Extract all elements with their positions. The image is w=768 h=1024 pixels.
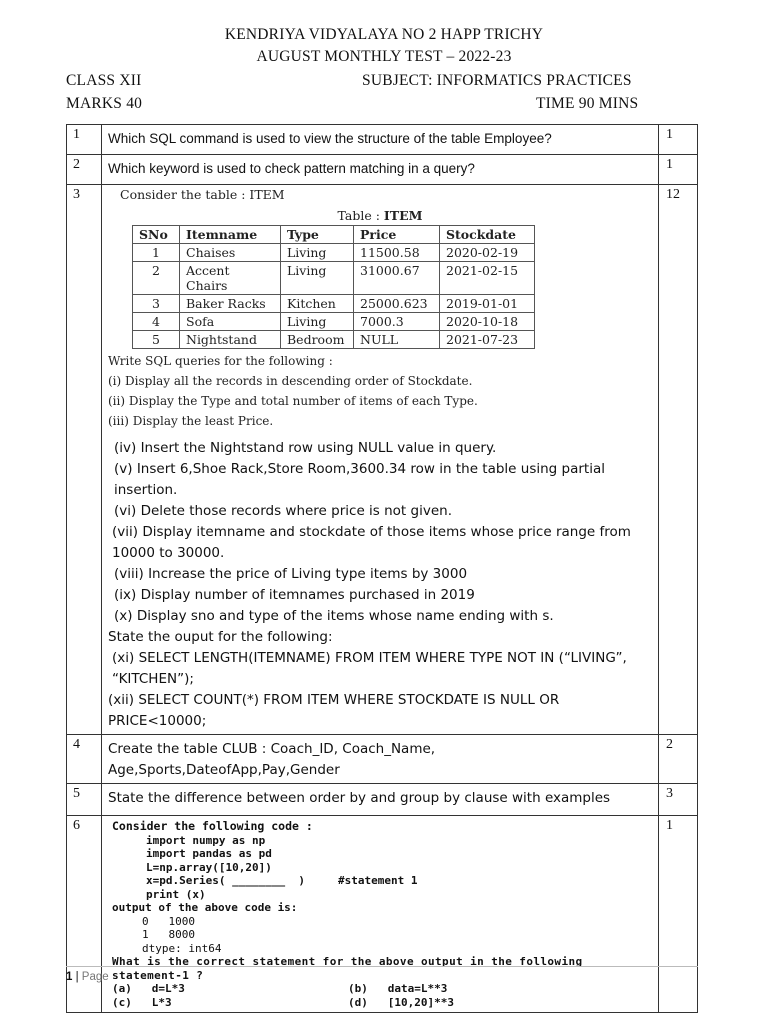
marks-label: MARKS 40 [66,95,143,112]
question-row [67,155,698,185]
item-table-cell: 31000.67 [354,262,440,295]
item-table [132,225,535,349]
item-table-header [133,226,535,244]
question-row [67,735,698,784]
item-table-cell: Living [281,262,354,295]
item-col-header: Type [281,226,354,244]
question-text: Which SQL command is used to view the structure of the table Employee? [102,125,659,155]
item-col-header: Stockdate [440,226,535,244]
item-table-cell: 2 [133,262,180,295]
option-c: (c) L*3 [112,996,172,1009]
question-marks: 1 [659,816,698,1013]
question-marks: 1 [659,125,698,155]
item-col-header: Itemname [180,226,281,244]
question-number: 4 [67,735,102,784]
item-table-cell: Sofa [180,313,281,331]
mcq-question: What is the correct statement for the above output in the following statement-1 ? [112,955,583,982]
item-table-cell: Accent Chairs [180,262,281,295]
subquestion-list [108,438,652,732]
question-marks: 12 [659,185,698,735]
page-word: Page [81,971,109,983]
time-label: TIME 90 MINS [536,95,639,112]
item-table-cell: Living [281,313,354,331]
question-text [102,185,659,735]
subquestion: (ii) Display the Type and total number of items of each Type. [108,394,478,408]
item-table-row [133,331,535,349]
option-d: (d) [10,20]**3 [348,996,454,1009]
option-b: (b) data=L**3 [348,982,448,995]
code-block [112,834,652,902]
class-label: CLASS XII [66,72,142,89]
question-number: 2 [67,155,102,185]
output-line: 1 8000 [142,928,195,941]
question-text: State the difference between order by and group by clause with examples [102,784,659,816]
item-table-cell: 4 [133,313,180,331]
question-number: 5 [67,784,102,816]
item-table-cell: Chaises [180,244,281,262]
class-subject-row [0,72,768,92]
subject-label: SUBJECT: INFORMATICS PRACTICES [362,72,632,89]
item-col-header: Price [354,226,440,244]
subquestion: (iii) Display the least Price. [108,414,274,428]
subquestion: (vi) Delete those records where price is not given. [114,503,452,519]
code-line: print (x) [146,887,206,901]
subquestion: (iv) Insert the Nightstand row using NULL value in query. [114,440,497,456]
write-queries-label: Write SQL queries for the following : [108,354,333,368]
item-table-row [133,262,535,295]
item-table-cell: 5 [133,331,180,349]
subquestion: (v) Insert 6,Shoe Rack,Store Room,3600.34 row in the table using partial insertion. [114,461,605,498]
question-row [67,125,698,155]
code-line: import pandas as pd [146,847,272,860]
subquestion: (viii) Increase the price of Living type items by 3000 [114,566,468,582]
item-table-cell: 11500.58 [354,244,440,262]
code-intro: Consider the following code : [112,819,313,833]
output-line: dtype: int64 [142,941,222,955]
question-number: 6 [67,816,102,1013]
item-table-cell: Nightstand [180,331,281,349]
mcq-options [112,982,652,1010]
item-table-cell: 7000.3 [354,313,440,331]
question-number: 3 [67,185,102,735]
item-table-cell: 2020-10-18 [440,313,535,331]
code-line: import numpy as np [146,833,266,847]
question-marks: 3 [659,784,698,816]
item-table-cell: 2020-02-19 [440,244,535,262]
state-output-label: State the ouput for the following: [108,629,333,645]
school-name: KENDRIYA VIDYALAYA NO 2 HAPP TRICHY [224,26,544,43]
subquestion: (i) Display all the records in descending order of Stockdate. [108,374,473,388]
page-footer [66,966,698,983]
item-table-cell: 25000.623 [354,295,440,313]
question-row [67,784,698,816]
output-label: output of the above code is: [112,901,298,914]
page-number: 1 [66,971,73,983]
option-a: (a) d=L*3 [112,982,185,995]
item-table-title: Table : ITEM [337,208,423,223]
question-text: Which keyword is used to check pattern matching in a query? [102,155,659,185]
item-table-cell: Bedroom [281,331,354,349]
subquestion: (vii) Display itemname and stockdate of those items whose price range from 10000 to 30000. [112,524,631,561]
code-line: x=pd.Series( ________ ) #statement 1 [146,874,418,887]
item-table-cell: 2021-07-23 [440,331,535,349]
item-table-row [133,244,535,262]
question-marks: 2 [659,735,698,784]
item-table-cell: 2019-01-01 [440,295,535,313]
item-table-cell: Baker Racks [180,295,281,313]
subquestion: (xi) SELECT LENGTH(ITEMNAME) FROM ITEM WHERE TYPE NOT IN (“LIVING”, “KITCHEN”); [112,650,627,687]
subquestion: (ix) Display number of itemnames purchased in 2019 [114,587,475,603]
marks-time-row [0,95,768,115]
item-table-row [133,313,535,331]
question-number: 1 [67,125,102,155]
item-table-cell: Kitchen [281,295,354,313]
output-block [112,915,652,956]
question-row [67,185,698,735]
question-table [66,124,698,1013]
subquestion: (x) Display sno and type of the items whose name ending with s. [114,608,554,624]
item-table-cell: 2021-02-15 [440,262,535,295]
item-table-cell: NULL [354,331,440,349]
item-table-cell: 3 [133,295,180,313]
page-separator: | [72,971,82,983]
code-line: L=np.array([10,20]) [146,860,272,874]
output-line: 0 1000 [142,914,195,928]
item-col-header: SNo [133,226,180,244]
test-title: AUGUST MONTHLY TEST – 2022-23 [256,48,512,65]
question-marks: 1 [659,155,698,185]
item-intro: Consider the table : ITEM [120,187,285,202]
item-table-row [133,295,535,313]
question-text: Create the table CLUB : Coach_ID, Coach_Name, Age,Sports,DateofApp,Pay,Gender [102,735,659,784]
subquestion: (xii) SELECT COUNT(*) FROM ITEM WHERE STOCKDATE IS NULL OR PRICE<10000; [108,692,560,729]
item-table-cell: Living [281,244,354,262]
item-table-cell: 1 [133,244,180,262]
